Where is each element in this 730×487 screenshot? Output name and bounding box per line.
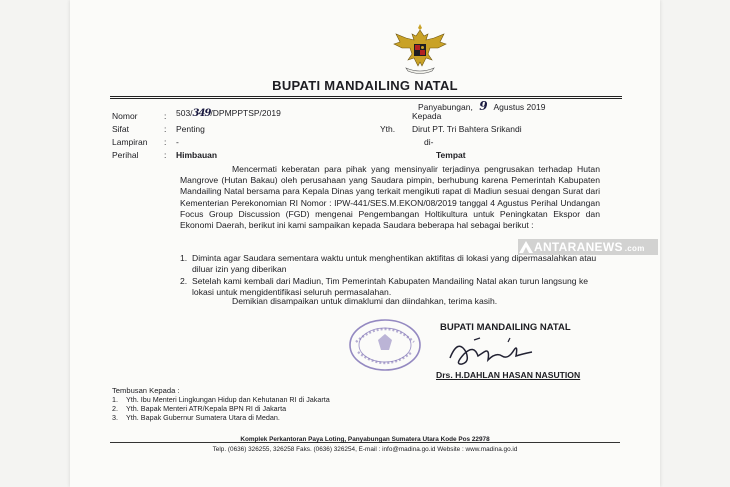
recipient-di: di- xyxy=(424,137,434,147)
cc-item: 1. Yth. Ibu Menteri Lingkungan Hidup dan Kehutanan RI di Jakarta xyxy=(112,395,330,404)
handwritten-signature-icon xyxy=(444,332,544,370)
perihal-colon: : xyxy=(164,150,167,160)
antaranews-watermark: ANTARANEWS .com xyxy=(518,239,658,255)
letterhead-title: BUPATI MANDAILING NATAL xyxy=(272,78,458,93)
date-line: Panyabungan, 9 Agustus 2019 xyxy=(418,99,546,113)
nomor-value: 503/349/DPMPPTSP/2019 xyxy=(176,108,281,119)
handwritten-day: 9 xyxy=(479,99,488,113)
list-item: 2. Setelah kami kembali dari Madiun, Tim Pemerintah Kabupaten Mandailing Natal akan turun langsung ke lokasi untuk mengidentifikasi seluruh permasalahan. xyxy=(180,276,589,297)
perihal-label: Perihal xyxy=(112,150,139,160)
signatory-name: Drs. H.DAHLAN HASAN NASUTION xyxy=(436,370,581,380)
lampiran-colon: : xyxy=(164,137,167,147)
recipient-yth: Yth. xyxy=(380,124,396,134)
recipient-name: Dirut PT. Tri Bahtera Srikandi xyxy=(412,124,522,134)
perihal-value: Himbauan xyxy=(176,150,218,160)
lampiran-label: Lampiran xyxy=(112,137,148,147)
cc-heading: Tembusan Kepada : xyxy=(112,386,180,395)
body-points xyxy=(180,253,600,299)
sifat-label: Sifat xyxy=(112,124,130,134)
footer-address: Komplek Perkantoran Paya Loting, Panyabungan Sumatera Utara Kode Pos 22978 xyxy=(240,436,490,443)
body-paragraph: Mencermati keberatan para pihak yang mensinyalir terjadinya pengrusakan terhadap Hutan Mangrove (Hutan Bakau) oleh perusahaan yang Saudara pimpin, berhubung karena Pemerintah Kabupaten Mandailing Natal bersama para Kepala Dinas yang terkait mengikuti rapat di Madiun sesuai dengan Surat dari Kementerian Perekonomian RI Nomor : IPW-441/SES.M.EKON/08/2019 tanggal 4 Agustus Perihal Undangan Focus Group Discussion (FGD) mengenai Pengembangan Holtikultura untuk Peningkatan Ekspor dan Ekonomi Daerah, berikut ini kami sampaikan kepada Saudara beberapa hal sebagai berikut : xyxy=(180,164,600,231)
list-item: 1. Diminta agar Saudara sementara waktu untuk menghentikan aktifitas di lokasi yang dipermasalahkan atau diluar izin yang diberikan xyxy=(180,253,597,274)
nomor-label: Nomor xyxy=(112,111,138,121)
footer-contact: Telp. (0636) 326255, 326258 Faks. (0636) 326254, E-mail : info@madina.go.id Website : www.madina.go.id xyxy=(212,446,518,453)
signature-title: BUPATI MANDAILING NATAL xyxy=(440,322,571,333)
recipient-kepada: Kepada xyxy=(412,111,442,121)
cc-item: 2. Yth. Bapak Menteri ATR/Kepala BPN RI di Jakarta xyxy=(112,404,287,413)
garuda-emblem-icon xyxy=(392,24,448,74)
closing-paragraph: Demikian disampaikan untuk dimaklumi dan diindahkan, terima kasih. xyxy=(232,296,498,306)
recipient-tempat: Tempat xyxy=(436,150,466,160)
lampiran-value: - xyxy=(176,137,179,147)
letterhead-rule xyxy=(110,96,622,97)
sifat-colon: : xyxy=(164,124,167,134)
sifat-value: Penting xyxy=(176,124,205,134)
official-stamp-icon xyxy=(348,318,422,372)
cc-list xyxy=(112,395,330,422)
cc-item: 3. Yth. Bapak Gubernur Sumatera Utara di Medan. xyxy=(112,413,280,422)
handwritten-number: 349 xyxy=(192,108,211,119)
antara-logo-icon xyxy=(518,240,534,254)
nomor-colon: : xyxy=(164,111,167,121)
